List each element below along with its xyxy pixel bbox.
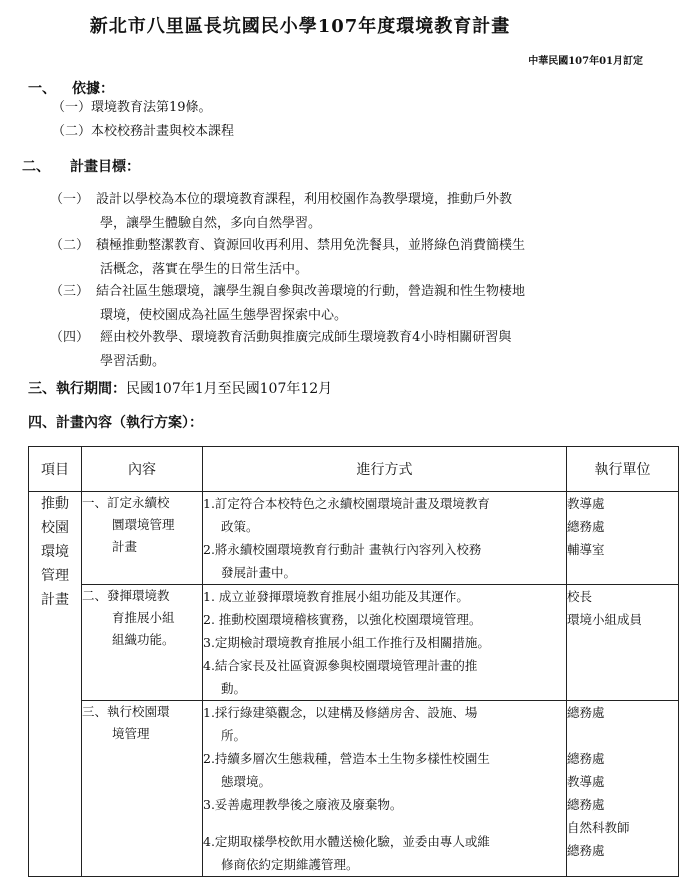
goal-item-1 (50, 188, 512, 236)
section-period-heading (28, 378, 332, 398)
goal-index: （三） (50, 284, 90, 299)
document-date: 中華民國107年01月訂定 (528, 56, 643, 67)
table-header-row (29, 447, 679, 492)
table-row (29, 585, 679, 701)
goal-text-cont: 活概念，落實在學生的日常生活中。 (100, 262, 309, 277)
unit-cell: 校長 環境小組成員 (567, 585, 679, 701)
section-title: 計畫目標： (70, 159, 140, 175)
period-value: 民國107年1月至民國107年12月 (126, 381, 333, 397)
header-method: 進行方式 (203, 447, 567, 492)
section-title: 依據： (72, 81, 114, 97)
method-cell: 1.採行綠建築觀念，以建構及修繕房舍、設施、場 所。 2.持續多層次生態栽種，營造本土生物多樣性校園生 態環境。 3.妥善處理教學後之廢液及廢棄物。 4.定期取樣學校飲用水體送檢化驗，並委由專人或維 修商依約定期維護管理。 (203, 701, 567, 877)
goal-text-cont: 環境，使校園成為社區生態學習探索中心。 (100, 308, 348, 323)
header-content: 內容 (82, 447, 203, 492)
goal-text-cont: 學習活動。 (100, 354, 166, 369)
section-title: 三、執行期間： (28, 381, 126, 397)
goal-text: 結合社區生態環境，讓學生親自參與改善環境的行動，營造親和性生物棲地 (96, 284, 526, 299)
content-cell: 二、發揮環境教 育推展小組 組織功能。 (82, 585, 203, 701)
goal-text: 積極推動整潔教育、資源回收再利用、禁用免洗餐具，並將綠色消費簡樸生 (96, 238, 526, 253)
table-row (29, 701, 679, 877)
document-title: 新北市八里區長坑國民小學107年度環境教育計畫 (89, 16, 511, 37)
content-cell: 三、執行校園環 境管理 (82, 701, 203, 877)
content-cell: 一、訂定永續校 圜環境管理 計畫 (82, 492, 203, 585)
header-unit: 執行單位 (567, 447, 679, 492)
method-cell: 1. 成立並發揮環境教育推展小組功能及其運作。 2. 推動校園環境稽核實務，以強化校園環境管理。 3.定期檢討環境教育推展小組工作推行及相關措施。 4.結合家長及社區資源參與校園環境管理計畫的推 動。 (203, 585, 567, 701)
goal-item-2 (50, 234, 525, 282)
category-cell: 推動 校園 環境 管理 計畫 (29, 492, 82, 877)
basis-item-2: （二）本校校務計畫與校本課程 (52, 124, 235, 139)
plan-table (28, 446, 679, 877)
section-goals-heading (22, 156, 140, 176)
goal-item-4 (50, 326, 511, 374)
section-content-heading: 四、計畫內容（執行方案）： (28, 415, 203, 431)
section-number: 二、 (22, 159, 50, 175)
goal-item-3 (50, 280, 525, 328)
goal-index: （一） (50, 192, 90, 207)
unit-cell: 教導處 總務處 輔導室 (567, 492, 679, 585)
table-row (29, 492, 679, 585)
section-basis-heading (28, 78, 114, 98)
unit-cell: 總務處 總務處 教導處 總務處 自然科教師 總務處 (567, 701, 679, 877)
goal-index: （四） (50, 330, 90, 345)
goal-text: 設計以學校為本位的環境教育課程，利用校園作為教學環境，推動戶外教 (96, 192, 513, 207)
header-item: 項目 (29, 447, 82, 492)
basis-item-1: （一）環境教育法第19條。 (52, 100, 212, 115)
method-cell: 1.訂定符合本校特色之永續校園環境計畫及環境教育 政策。 2.將永續校園環境教育行動計 畫執行內容列入校務 發展計畫中。 (203, 492, 567, 585)
section-number: 一、 (28, 81, 56, 97)
goal-text: 經由校外教學、環境教育活動與推廣完成師生環境教育4小時相關研習與 (96, 330, 512, 345)
goal-index: （二） (50, 238, 90, 253)
goal-text-cont: 學，讓學生體驗自然，多向自然學習。 (100, 216, 322, 231)
